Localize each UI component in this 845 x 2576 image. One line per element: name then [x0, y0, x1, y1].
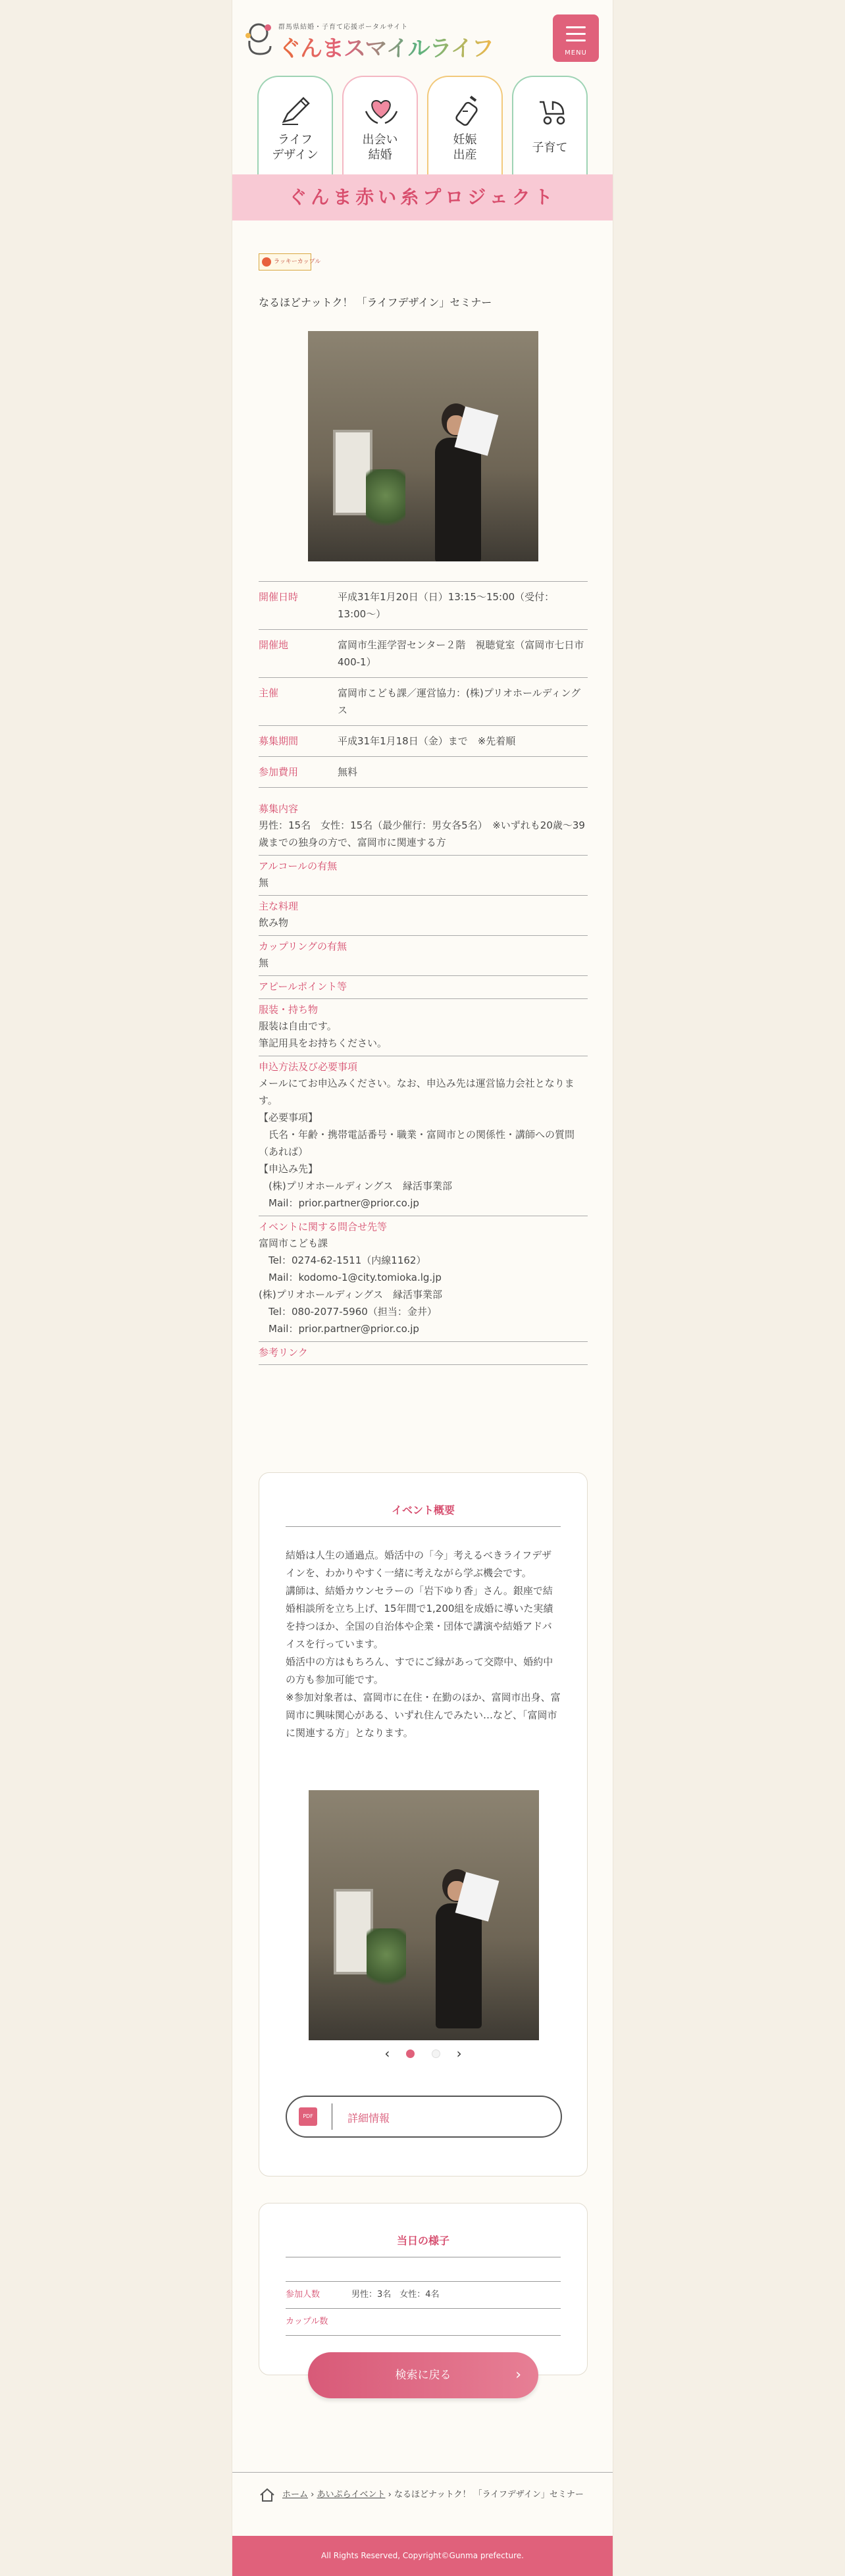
category-label: ライフ デザイン: [272, 133, 319, 162]
stroller-icon: [533, 91, 569, 128]
heart-hands-icon: [363, 91, 399, 128]
site-footer: All Rights Reserved, Copyright©Gunma prefecture.: [232, 2536, 613, 2576]
detail-section: アピールポイント等: [259, 976, 588, 999]
back-to-search-button[interactable]: [308, 2352, 538, 2398]
menu-label: MENU: [565, 49, 587, 57]
event-title: なるほどナットク！ 「ライフデザイン」セミナー: [259, 296, 492, 309]
detail-section: アルコールの有無 無: [259, 856, 588, 896]
breadcrumb-events-link[interactable]: あいぷらイベント: [317, 2490, 386, 2500]
photo-pager: [259, 2046, 587, 2065]
day-row: 参加人数 男性：3名 女性：4名: [286, 2282, 561, 2309]
category-child-rearing[interactable]: [512, 76, 588, 174]
info-row: 開催日時 平成31年1月20日（日）13:15〜15:00（受付：13:00〜）: [259, 582, 588, 630]
category-meeting-marriage[interactable]: [342, 76, 418, 174]
category-label: 妊娠 出産: [453, 133, 477, 162]
chevron-right-icon: ›: [515, 2367, 521, 2383]
category-label: 子育て: [532, 141, 568, 155]
breadcrumb-current: なるほどナットク！ 「ライフデザイン」セミナー: [394, 2490, 584, 2500]
site-title: [278, 30, 494, 63]
pdf-button-label: 詳細情報: [347, 2112, 390, 2125]
summary-photo: [309, 1790, 539, 2040]
recruitment-details: [259, 798, 588, 1365]
day-heading: 当日の様子: [286, 2232, 561, 2257]
back-label: 検索に戻る: [395, 2369, 451, 2382]
info-row: 参加費用 無料: [259, 757, 588, 788]
detail-section: カップリングの有無 無: [259, 936, 588, 976]
pdf-detail-button[interactable]: [286, 2096, 562, 2138]
next-arrow-icon[interactable]: ›: [456, 2046, 462, 2061]
detail-section: 募集内容 男性：15名 女性：15名（最少催行：男女各5名） ※いずれも20歳〜39歳までの独身の方で、富岡市に関連する方: [259, 798, 588, 856]
prev-arrow-icon[interactable]: ‹: [384, 2046, 390, 2061]
detail-section: 申込方法及び必要事項 メールにてお申込みください。なお、申込み先は運営協力会社となります。 【必要事項】 氏名・年齢・携帯電話番号・職業・富岡市との関係性・講師への質問（あれば） 【申込み先】 (株)プリオホールディングス 縁活事業部 Mail：prior.partner@prior.co.jp: [259, 1056, 588, 1216]
breadcrumb-home-link[interactable]: ホーム: [282, 2490, 309, 2500]
category-pregnancy-birth[interactable]: [427, 76, 503, 174]
event-photo: [308, 331, 538, 561]
site-title-text: ぐんまスマイルライフ: [278, 36, 494, 62]
detail-section: 主な料理 飲み物: [259, 896, 588, 936]
detail-section: イベントに関する問合せ先等 富岡市こども課 Tel：0274-62-1511（内線1162） Mail：kodomo-1@city.tomioka.lg.jp (株)プリオホールディングス 縁活事業部 Tel：080-2077-5960（担当：金井） Mail：prior.partner@prior.co.jp: [259, 1216, 588, 1342]
detail-section: 服装・持ち物 服装は自由です。 筆記用具をお持ちください。: [259, 999, 588, 1056]
pen-icon: [278, 91, 315, 128]
pager-dot[interactable]: [432, 2049, 440, 2058]
category-life-design[interactable]: [257, 76, 333, 174]
pager-dot-active[interactable]: [406, 2049, 415, 2058]
category-nav: [232, 69, 613, 174]
day-row: カップル数: [286, 2309, 561, 2336]
home-icon: [259, 2486, 276, 2504]
event-detail: [232, 220, 613, 2524]
info-row: 開催地 富岡市生涯学習センター２階 視聴覚室（富岡市七日市400-1）: [259, 630, 588, 678]
menu-button[interactable]: [553, 14, 599, 62]
site-header: [232, 0, 613, 69]
event-summary-card: [259, 1472, 588, 2177]
breadcrumb: ホーム › あいぷらイベント › なるほどナットク！ 「ライフデザイン」セミナー: [259, 2486, 588, 2504]
day-table: [286, 2281, 561, 2336]
site-tagline: 群馬県結婚・子育て応援ポータルサイト: [278, 24, 409, 31]
logo-icon: [244, 21, 274, 57]
detail-section: 参考リンク: [259, 1342, 588, 1365]
category-label: 出会い 結婚: [362, 133, 398, 162]
baby-bottle-icon: [448, 91, 484, 128]
summary-heading: イベント概要: [286, 1502, 561, 1527]
event-day-card: [259, 2203, 588, 2375]
event-info-table: [259, 581, 588, 788]
summary-text: 結婚は人生の通過点。婚活中の「今」考えるべきライフデザインを、わかりやすく一緒に考えながら学ぶ機会です。 講師は、結婚カウンセラーの「岩下ゆり香」さん。銀座で結婚相談所を立ち上げ、15年間で1,200組を成婚に導いた実績を持つほか、全国の自治体や企業・団体で講演や結婚アドバイスを行っています。 婚活中の方はもちろん、すでにご縁があって交際中、婚約中の方も参加可能です。 ※参加対象者は、富岡市に在住・在勤のほか、富岡市出身、富岡市に興味関心がある、いずれ住んでみたい…など、「富岡市に関連する方」となります。: [286, 1549, 561, 1739]
pdf-icon: PDF: [299, 2107, 317, 2126]
page: [232, 0, 613, 2576]
hamburger-icon: [566, 26, 586, 46]
info-row: 募集期間 平成31年1月18日（金）まで ※先着順: [259, 726, 588, 757]
project-badge: ラッキーカップル: [259, 253, 311, 270]
page-banner: ぐんま赤い糸プロジェクト: [232, 174, 613, 220]
site-logo[interactable]: [244, 17, 494, 62]
info-row: 主催 富岡市こども課／運営協力：(株)プリオホールディングス: [259, 678, 588, 726]
